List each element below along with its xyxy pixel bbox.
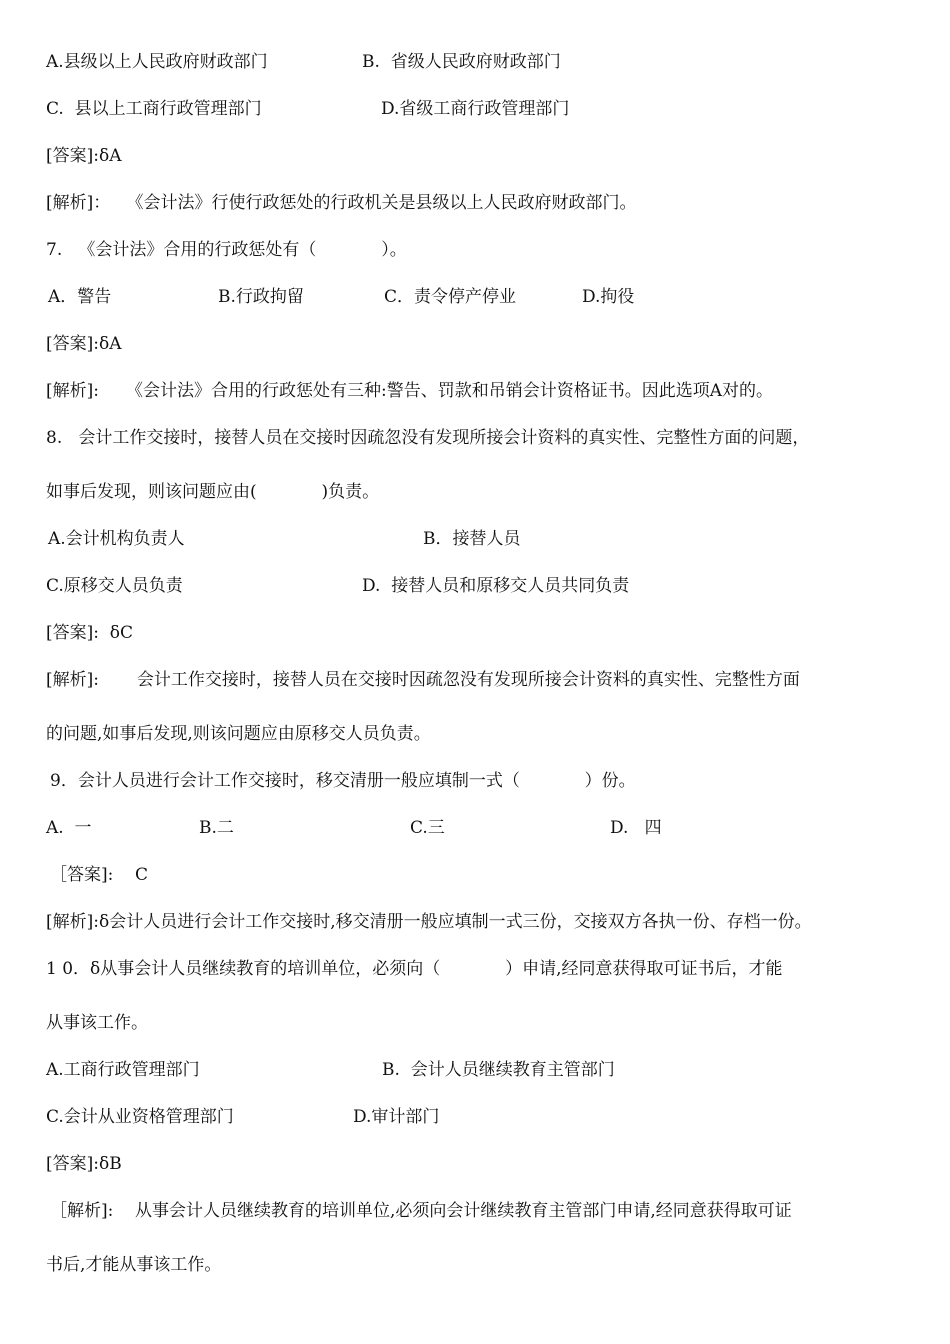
q10-analysis-line1: ［解析]: 从事会计人员继续教育的培训单位,必须向会计继续教育主管部门申请,经同意获得取可证 xyxy=(50,1201,792,1221)
q10-question-line1: 1 0．δ从事会计人员继续教育的培训单位，必须向（ ）申请,经同意获得取可证书后，才能 xyxy=(46,959,783,979)
q10-option-c: C.会计从业资格管理部门 xyxy=(46,1107,234,1127)
q8-question-line1: 8. 会计工作交接时，接替人员在交接时因疏忽没有发现所接会计资料的真实性、完整性方面的问题， xyxy=(46,428,810,448)
q8-question-line2: 如事后发现，则该问题应由( )负责。 xyxy=(46,482,380,502)
q10-option-a: A.工商行政管理部门 xyxy=(46,1060,200,1080)
q7-option-d: D.拘役 xyxy=(582,287,635,307)
q9-option-c: C.三 xyxy=(410,818,445,838)
q6-answer: [答案]:δA xyxy=(46,146,122,166)
q8-answer: [答案]: δC xyxy=(46,623,134,643)
q8-option-b: B．接替人员 xyxy=(423,529,521,549)
q8-option-c: C.原移交人员负责 xyxy=(46,576,183,596)
q10-option-b: B. 会计人员继续教育主管部门 xyxy=(382,1060,615,1080)
q8-option-a: A.会计机构负责人 xyxy=(48,529,185,549)
q10-option-d: D.审计部门 xyxy=(353,1107,440,1127)
q9-analysis: [解析]:δ会计人员进行会计工作交接时,移交清册一般应填制一式三份，交接双方各执一份、存档一份。 xyxy=(46,912,812,932)
q10-answer: [答案]:δB xyxy=(46,1154,122,1174)
q6-option-d: D.省级工商行政管理部门 xyxy=(381,99,570,119)
q10-question-line2: 从事该工作。 xyxy=(46,1013,148,1033)
q9-option-d: D. 四 xyxy=(610,818,662,838)
q9-option-a: A. 一 xyxy=(46,818,92,838)
q9-option-b: B.二 xyxy=(199,818,234,838)
q7-option-c: C．责令停产停业 xyxy=(384,287,517,307)
q7-answer: [答案]:δA xyxy=(46,334,122,354)
q7-analysis: [解析]: 《会计法》合用的行政惩处有三种:警告、罚款和吊销会计资格证书。因此选项A对的。 xyxy=(46,381,774,401)
q6-option-b: B. 省级人民政府财政部门 xyxy=(362,52,561,72)
q8-analysis-line1: [解析]: 会计工作交接时，接替人员在交接时因疏忽没有发现所接会计资料的真实性、完整性方面 xyxy=(46,670,800,690)
q7-question: 7. 《会计法》合用的行政惩处有（ ）。 xyxy=(46,240,407,260)
q9-answer: ［答案]: C xyxy=(50,865,148,885)
q6-analysis: [解析]： 《会计法》行使行政惩处的行政机关是县级以上人民政府财政部门。 xyxy=(46,193,637,213)
q6-option-a: A.县级以上人民政府财政部门 xyxy=(46,52,268,72)
q7-option-b: B.行政拘留 xyxy=(218,287,304,307)
q9-question: 9．会计人员进行会计工作交接时，移交清册一般应填制一式（ ）份。 xyxy=(50,771,636,791)
q6-option-c: C. 县以上工商行政管理部门 xyxy=(46,99,262,119)
q8-option-d: D. 接替人员和原移交人员共同负责 xyxy=(362,576,630,596)
q10-analysis-line2: 书后,才能从事该工作。 xyxy=(46,1255,222,1275)
q8-analysis-line2: 的问题,如事后发现,则该问题应由原移交人员负责。 xyxy=(46,724,431,744)
q7-option-a: A．警告 xyxy=(48,287,112,307)
